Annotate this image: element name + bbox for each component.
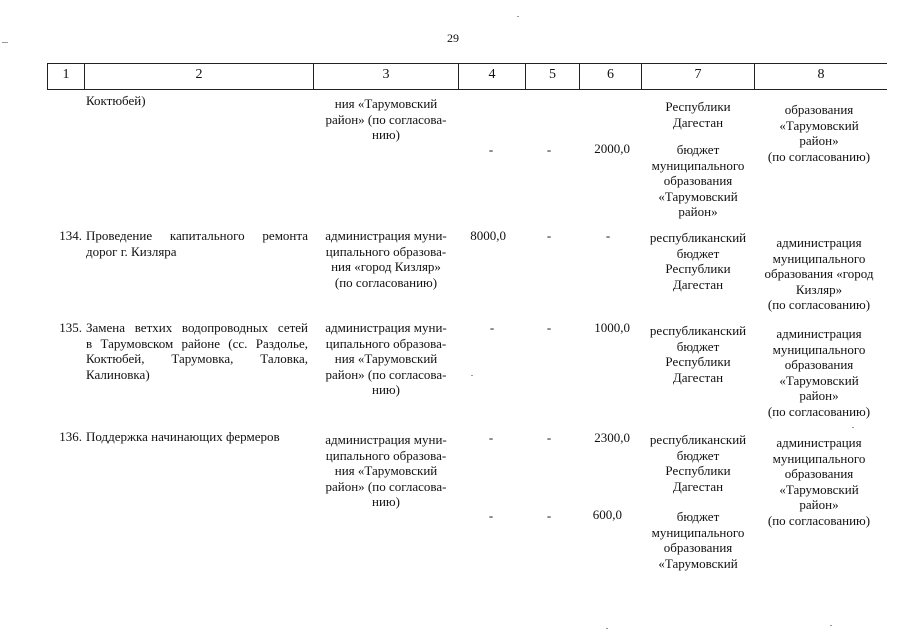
text-line: бюджет xyxy=(676,338,720,354)
text-line: Проведение капитального ремонта xyxy=(86,228,308,243)
text-line: район» (по согласова- xyxy=(325,366,447,382)
row-title xyxy=(86,228,308,259)
row-executor xyxy=(756,326,882,419)
text-line: образования xyxy=(663,173,733,188)
row-col6: 1000,0 xyxy=(594,320,630,335)
header-col-2: 2 xyxy=(195,67,203,82)
row-col5: - xyxy=(546,228,552,243)
row-responsible xyxy=(310,320,462,398)
row-col5: - xyxy=(546,430,552,445)
text-line: муниципального xyxy=(772,450,866,466)
text-line: Поддержка начинающих фермеров xyxy=(86,429,280,444)
text-line: район» (по согласова- xyxy=(325,478,447,494)
text-line: администрация xyxy=(776,435,862,450)
row-source xyxy=(640,323,756,385)
text-line: ния «Тарумовский xyxy=(334,351,438,366)
text-line: образования xyxy=(784,357,854,372)
text-line: ципального образова- xyxy=(325,447,447,463)
text-line: район» (по согласова- xyxy=(325,111,447,127)
text-line: Дагестан xyxy=(672,114,724,130)
text-line: Кизляр» xyxy=(795,281,843,297)
text-line: Коктюбей, Тарумовка, Таловка, xyxy=(86,351,308,366)
row-col5-second: - xyxy=(546,508,552,523)
text-line: ния «Тарумовский xyxy=(334,463,438,478)
text-line: Дагестан xyxy=(672,478,724,494)
header-col-1: 1 xyxy=(62,67,70,82)
text-line: Республики xyxy=(665,463,731,478)
text-line: район» xyxy=(799,388,839,403)
header-col-6: 6 xyxy=(607,67,614,82)
text-line: (по согласованию) xyxy=(767,297,871,312)
row-col5: - xyxy=(546,320,552,335)
header-col-5: 5 xyxy=(549,67,556,82)
text-line: нию) xyxy=(372,494,400,509)
text-line: Дагестан xyxy=(672,369,724,385)
header-bottom-border xyxy=(47,89,887,90)
cont-col5: - xyxy=(546,142,552,157)
header-top-border xyxy=(47,63,887,64)
text-line: образования xyxy=(663,540,733,555)
row-responsible xyxy=(310,228,462,290)
text-line: образования «город xyxy=(764,266,874,281)
row-executor xyxy=(756,235,882,313)
text-line: «Тарумовский xyxy=(779,372,859,388)
text-line: ния «Тарумовский xyxy=(334,96,438,111)
text-line: нию) xyxy=(372,127,400,142)
text-line: администрация xyxy=(776,326,862,341)
text-line: Дагестан xyxy=(672,276,724,292)
text-line: бюджет xyxy=(676,245,720,261)
text-line: район» xyxy=(799,133,839,148)
text-line: муниципального xyxy=(772,341,866,357)
text-line: образования xyxy=(784,102,854,117)
cont-col7b xyxy=(640,142,756,220)
row-col4: 8000,0 xyxy=(470,228,506,243)
scan-speck xyxy=(852,427,854,428)
text-line: (по согласованию) xyxy=(767,148,871,164)
scan-speck xyxy=(2,42,8,43)
text-line: образования xyxy=(784,466,854,481)
text-line: район» xyxy=(678,204,718,219)
text-line: республиканский xyxy=(649,432,747,447)
row-executor xyxy=(756,435,882,528)
header-col-4: 4 xyxy=(488,67,496,82)
scan-speck xyxy=(606,628,608,629)
text-line: «Тарумовский xyxy=(779,481,859,497)
text-line: бюджет xyxy=(676,142,720,157)
row-col6-second: 600,0 xyxy=(592,507,622,522)
text-line: муниципального xyxy=(772,250,866,266)
page-number: 29 xyxy=(447,31,459,45)
row-number: 134. xyxy=(59,228,82,243)
scan-speck xyxy=(517,16,519,17)
header-col-7: 7 xyxy=(694,67,702,82)
text-line: ципального образова- xyxy=(325,243,447,259)
text-line: администрация муни- xyxy=(325,432,447,447)
text-line: администрация муни- xyxy=(325,320,447,335)
cont-col8 xyxy=(756,102,882,164)
row-col6: - xyxy=(605,228,611,243)
text-line: ния «город Кизляр» xyxy=(331,259,441,274)
text-line: республиканский xyxy=(649,230,747,245)
row-number: 135. xyxy=(59,320,82,335)
row-responsible xyxy=(310,432,462,510)
text-line: муниципального xyxy=(651,524,745,540)
text-line: республиканский xyxy=(649,323,747,338)
text-line: муниципального xyxy=(651,157,745,173)
row-col4: - xyxy=(488,430,494,445)
scan-speck xyxy=(471,375,473,376)
text-line: бюджет xyxy=(676,447,720,463)
text-line: ципального образова- xyxy=(325,335,447,351)
text-line: администрация муни- xyxy=(325,228,447,243)
row-source xyxy=(640,230,756,292)
row-col4-second: - xyxy=(488,508,494,523)
text-line: (по согласованию) xyxy=(334,274,438,290)
cont-col6: 2000,0 xyxy=(594,141,630,156)
text-line: Республики xyxy=(665,354,731,369)
text-line: район» xyxy=(799,497,839,512)
header-col-3: 3 xyxy=(382,67,390,82)
header-col-8: 8 xyxy=(817,67,825,82)
scan-speck xyxy=(830,625,832,626)
text-line: Замена ветхих водопроводных сетей xyxy=(86,320,308,335)
text-line: бюджет xyxy=(676,509,720,524)
cont-col7a xyxy=(640,99,756,130)
text-line: «Тарумовский xyxy=(779,117,859,133)
text-line: администрация xyxy=(776,235,862,250)
text-line: «Тарумовский xyxy=(658,555,738,571)
row-source-second xyxy=(640,509,756,571)
row-col4: - xyxy=(489,320,495,335)
text-line: Республики xyxy=(665,99,731,114)
row-title xyxy=(86,320,308,382)
row-source xyxy=(640,432,756,494)
row-number: 136. xyxy=(59,429,82,444)
row-title xyxy=(86,429,308,445)
text-line: дорог г. Кизляра xyxy=(86,243,177,259)
text-line: в Тарумовском районе (сс. Раздолье, xyxy=(86,335,308,351)
cont-col2: Коктюбей) xyxy=(86,93,146,108)
text-line: Республики xyxy=(665,261,731,276)
text-line: «Тарумовский xyxy=(658,188,738,204)
row-col6: 2300,0 xyxy=(594,430,630,445)
cont-col4: - xyxy=(488,142,494,157)
text-line: (по согласованию) xyxy=(767,512,871,528)
text-line: (по согласованию) xyxy=(767,403,871,419)
text-line: нию) xyxy=(372,382,400,397)
text-line: Калиновка) xyxy=(86,366,150,382)
cont-col3 xyxy=(310,96,462,143)
